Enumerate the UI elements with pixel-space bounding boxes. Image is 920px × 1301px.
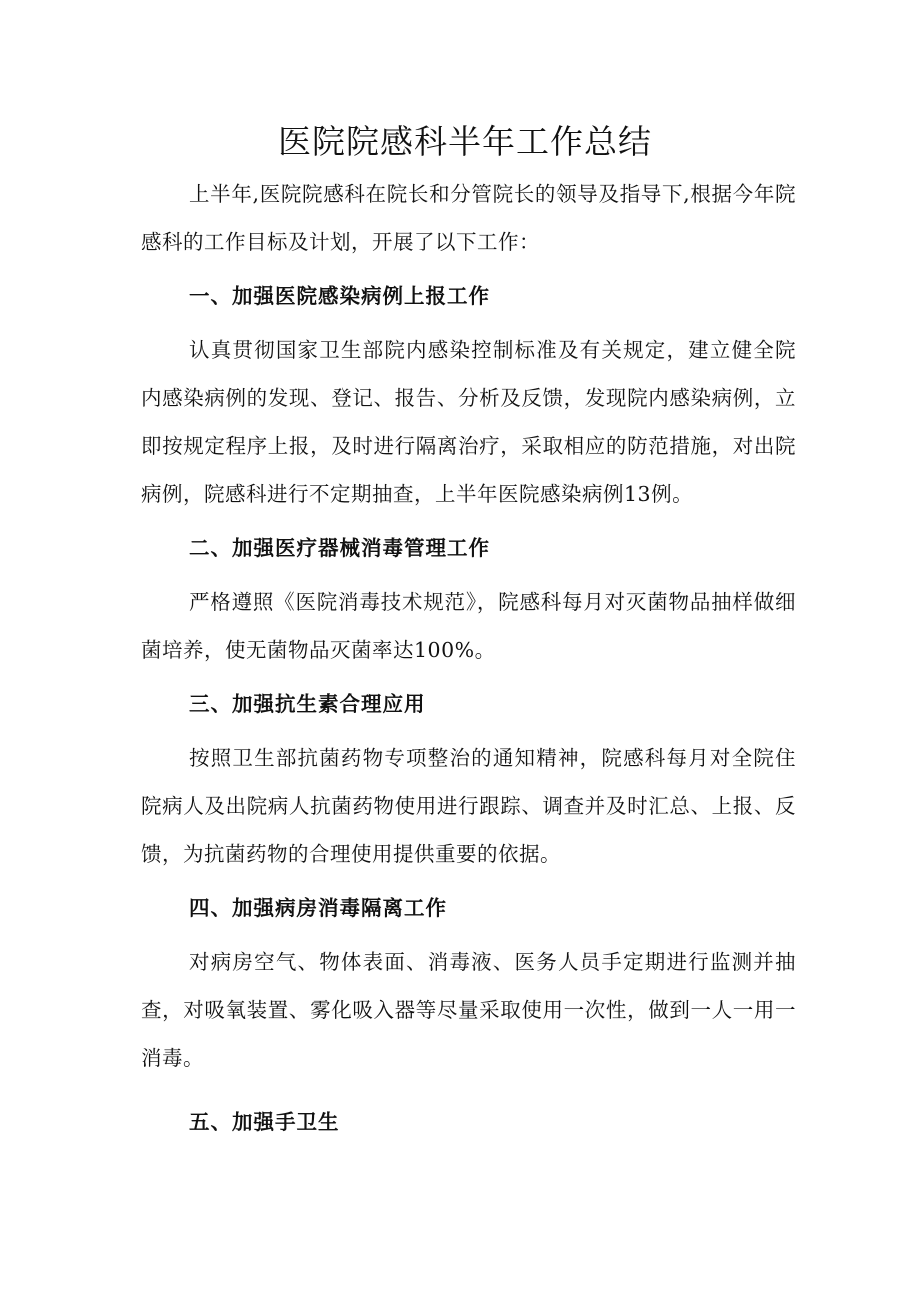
document-title: 医院院感科半年工作总结 [278,122,652,161]
section-4-heading: 四、加强病房消毒隔离工作 [189,896,447,920]
section-4-body: 对病房空气、物体表面、消毒液、医务人员手定期进行监测并抽查，对吸氧装置、雾化吸入器等尽量采取使用一次性，做到一人一用一消毒。 [141,950,796,1070]
section-5-heading: 五、加强手卫生 [189,1110,340,1134]
section-2-body: 严格遵照《医院消毒技术规范》，院感科每月对灭菌物品抽样做细菌培养，使无菌物品灭菌率达100%。 [141,590,796,662]
section-3-heading: 三、加强抗生素合理应用 [189,692,426,716]
section-1-body: 认真贯彻国家卫生部院内感染控制标准及有关规定，建立健全院内感染病例的发现、登记、报告、分析及反馈，发现院内感染病例，立即按规定程序上报，及时进行隔离治疗，采取相应的防范措施，对出院病例，院感科进行不定期抽查，上半年医院感染病例13例。 [141,338,796,506]
intro-paragraph: 上半年,医院院感科在院长和分管院长的领导及指导下,根据今年院感科的工作目标及计划，开展了以下工作： [141,182,796,254]
section-3-body: 按照卫生部抗菌药物专项整治的通知精神，院感科每月对全院住院病人及出院病人抗菌药物使用进行跟踪、调查并及时汇总、上报、反馈，为抗菌药物的合理使用提供重要的依据。 [141,746,796,866]
section-1-heading: 一、加强医院感染病例上报工作 [189,284,490,308]
section-2-heading: 二、加强医疗器械消毒管理工作 [189,536,490,560]
document-body [141,170,796,1152]
